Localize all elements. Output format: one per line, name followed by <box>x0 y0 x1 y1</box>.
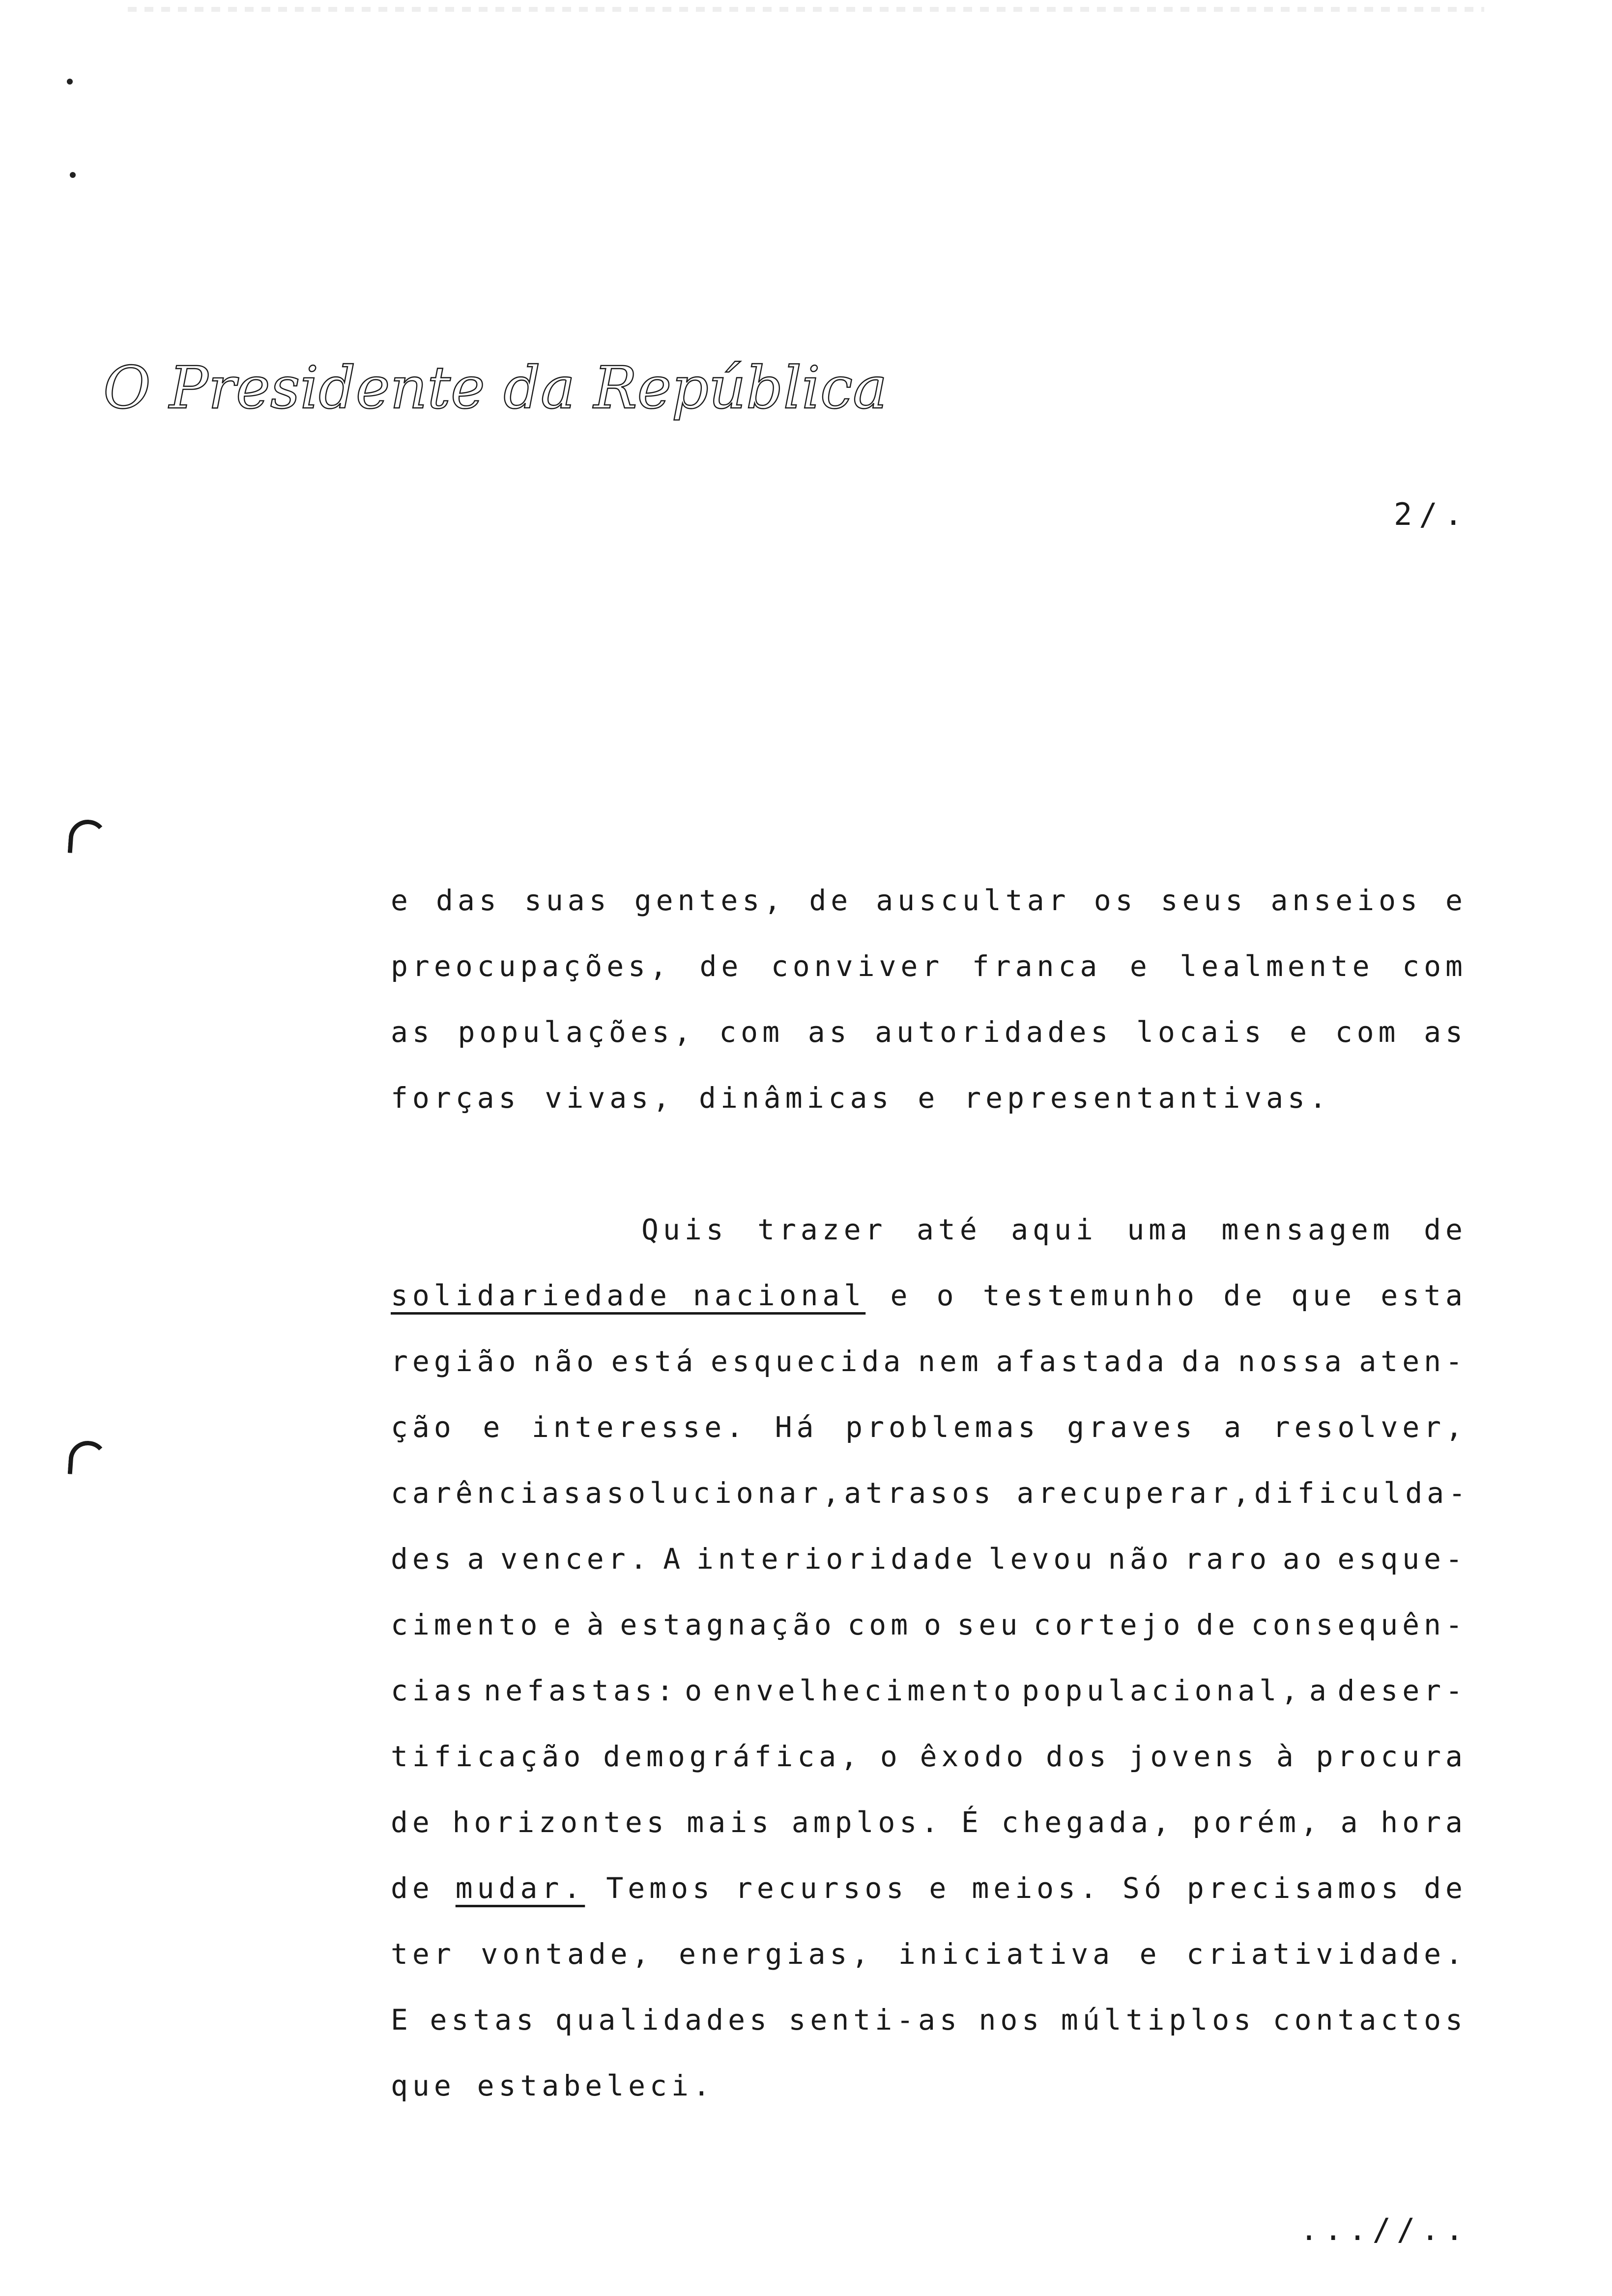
word: vontade, <box>481 1937 654 1971</box>
word: iniciativa <box>898 1937 1115 1971</box>
word: de <box>391 1806 434 1839</box>
word: cortejo <box>1033 1608 1185 1641</box>
word: energias, <box>679 1937 873 1971</box>
word: a <box>1224 1410 1246 1444</box>
word: estagnação <box>620 1608 836 1641</box>
word: mensagem <box>1221 1213 1394 1246</box>
word: e <box>391 884 412 917</box>
word: Temos <box>606 1871 714 1905</box>
paragraph-2 <box>391 1197 1470 2119</box>
word: cias <box>391 1674 477 1707</box>
word: recursos <box>735 1871 908 1905</box>
word: É <box>961 1806 983 1839</box>
word: e <box>1290 1015 1312 1049</box>
word: dos <box>1045 1740 1111 1773</box>
word: Só <box>1122 1871 1166 1905</box>
word: criatividade. <box>1186 1937 1467 1971</box>
word: dificulda- <box>1254 1476 1470 1510</box>
text-line <box>391 1526 1467 1592</box>
word: uma <box>1127 1213 1192 1246</box>
word: envelhecimento <box>713 1674 1015 1707</box>
word: recuperar, <box>1038 1476 1254 1510</box>
letterhead <box>98 344 888 442</box>
word: anseios <box>1270 884 1422 917</box>
word: chegada, <box>1001 1806 1174 1839</box>
word: resolver, <box>1272 1410 1467 1444</box>
word: consequên- <box>1251 1608 1467 1641</box>
word: a <box>585 1476 607 1510</box>
text-line <box>391 999 1467 1065</box>
text-line <box>391 933 1467 999</box>
word: deser- <box>1337 1674 1467 1707</box>
word: forças <box>391 1081 520 1115</box>
word: as <box>391 1015 434 1049</box>
word: aten- <box>1359 1345 1467 1378</box>
word: as <box>1424 1015 1467 1049</box>
word: conviver <box>771 949 944 983</box>
word: representantivas. <box>964 1081 1331 1115</box>
word: não <box>533 1345 598 1378</box>
text-line <box>391 1197 1467 1263</box>
word: não <box>1108 1542 1173 1576</box>
word: gentes, <box>634 884 786 917</box>
word: vivas, <box>545 1081 675 1115</box>
word: e <box>918 1081 940 1115</box>
word: populações, <box>458 1015 695 1049</box>
word: seu <box>957 1608 1022 1641</box>
word: Quis <box>641 1213 728 1246</box>
word: de <box>1196 1608 1239 1641</box>
word: à <box>1276 1740 1298 1773</box>
page-continuation-mark: ...//.. <box>1299 2211 1469 2247</box>
word: as <box>807 1015 851 1049</box>
word: com <box>847 1608 913 1641</box>
punch-hole-mark <box>68 818 109 855</box>
word: suas <box>524 884 611 917</box>
word: que estabeleci. <box>391 2069 715 2102</box>
word-pair <box>391 1855 585 1921</box>
word: a <box>1309 1674 1331 1707</box>
word: aqui <box>1011 1213 1097 1246</box>
word: e <box>1129 949 1151 983</box>
word: E <box>391 2003 412 2037</box>
scan-artifact-top <box>128 7 1484 12</box>
text-line <box>391 1394 1467 1460</box>
word: esquecida <box>711 1345 905 1378</box>
word: mais <box>687 1806 774 1839</box>
word: à <box>586 1608 608 1641</box>
text-line <box>391 1328 1467 1394</box>
word: e <box>1445 884 1467 917</box>
text-line <box>391 1658 1467 1723</box>
word: dinâmicas <box>699 1081 893 1115</box>
word: locais <box>1136 1015 1266 1049</box>
word: nossa <box>1238 1345 1346 1378</box>
word: seus <box>1160 884 1247 917</box>
word: tificação <box>391 1740 585 1773</box>
word: demográfica, <box>603 1740 863 1773</box>
word: e <box>483 1410 505 1444</box>
word: múltiplos <box>1061 2003 1256 2037</box>
word: qualidades <box>555 2003 771 2037</box>
word: com <box>719 1015 784 1049</box>
word: solucionar, <box>606 1476 844 1510</box>
text-line <box>391 867 1467 933</box>
word: e <box>553 1608 576 1641</box>
word: de <box>391 1871 434 1905</box>
word: ao <box>1282 1542 1326 1576</box>
margin-dot <box>67 79 73 85</box>
word: autoridades <box>875 1015 1113 1049</box>
word: preocupações, <box>391 949 671 983</box>
word: de <box>699 949 743 983</box>
letterhead-text: O Presidente da República <box>103 354 888 422</box>
word: região <box>391 1345 520 1378</box>
word: com <box>1402 949 1467 983</box>
word: horizontes <box>452 1806 668 1839</box>
word: êxodo <box>920 1740 1028 1773</box>
word: estas <box>430 2003 538 2037</box>
word: contactos <box>1272 2003 1467 2037</box>
word: de <box>1223 1279 1267 1312</box>
word: auscultar <box>876 884 1070 917</box>
word: ção <box>391 1410 456 1444</box>
word: até <box>916 1213 981 1246</box>
punch-hole-mark <box>68 1439 109 1476</box>
text-line <box>391 2053 1467 2119</box>
word: Há <box>775 1410 818 1444</box>
word: levou <box>988 1542 1097 1576</box>
word: hora <box>1381 1806 1467 1839</box>
underlined-phrase: solidariedade nacional <box>391 1279 866 1312</box>
word: des <box>391 1542 456 1576</box>
word: nefastas: <box>484 1674 678 1707</box>
word: esque- <box>1337 1542 1467 1576</box>
word: graves <box>1067 1410 1197 1444</box>
word: os <box>1094 884 1137 917</box>
word: interesse. <box>531 1410 748 1444</box>
word: o <box>880 1740 902 1773</box>
word: meios. <box>972 1871 1101 1905</box>
word: afastada <box>996 1345 1169 1378</box>
text-line <box>391 1065 1467 1131</box>
margin-dot <box>70 172 76 178</box>
word: porém, <box>1192 1806 1322 1839</box>
word: a <box>1340 1806 1362 1839</box>
word: das <box>436 884 501 917</box>
word: que <box>1291 1279 1356 1312</box>
text-line <box>391 1789 1467 1855</box>
word: nem <box>918 1345 983 1378</box>
word: franca <box>972 949 1102 983</box>
text-line <box>391 1921 1467 1987</box>
word: e <box>1139 1937 1161 1971</box>
word: e <box>890 1279 912 1312</box>
word: jovens <box>1128 1740 1259 1773</box>
word: lealmente <box>1180 949 1374 983</box>
word: nos <box>979 2003 1044 2037</box>
word: a <box>467 1542 489 1576</box>
text-line <box>391 1460 1470 1526</box>
word: o <box>923 1608 946 1641</box>
word: cimento <box>391 1608 542 1641</box>
word: ter <box>391 1937 456 1971</box>
word: senti-as <box>788 2003 961 2037</box>
underlined-word: mudar. <box>455 1871 585 1905</box>
text-line <box>391 1592 1467 1658</box>
text-line <box>391 1723 1467 1789</box>
letterhead-script <box>98 344 888 442</box>
word: amplos. <box>791 1806 943 1839</box>
word: A <box>663 1542 685 1576</box>
text-line <box>391 1263 1467 1328</box>
word: atrasos a <box>844 1476 1038 1510</box>
word: raro <box>1184 1542 1271 1576</box>
text-line <box>391 1855 1467 1921</box>
word: carências <box>391 1476 585 1510</box>
word: vencer. <box>500 1542 652 1576</box>
text-line <box>391 1987 1467 2053</box>
word: trazer <box>757 1213 887 1246</box>
word: precisamos <box>1186 1871 1403 1905</box>
word: de <box>1424 1871 1467 1905</box>
word: interioridade <box>696 1542 977 1576</box>
word: problemas <box>845 1410 1040 1444</box>
paragraph-1 <box>391 867 1467 1131</box>
word: o <box>685 1674 707 1707</box>
word: de <box>1424 1213 1467 1246</box>
word: de <box>809 884 853 917</box>
word: e <box>929 1871 951 1905</box>
word: populacional, <box>1022 1674 1303 1707</box>
word: da <box>1181 1345 1225 1378</box>
word: está <box>611 1345 698 1378</box>
page-number: 2/. <box>1394 496 1469 532</box>
word: testemunho <box>982 1279 1199 1312</box>
word: com <box>1335 1015 1400 1049</box>
word: procura <box>1316 1740 1467 1773</box>
word: o <box>936 1279 958 1312</box>
word: esta <box>1381 1279 1467 1312</box>
